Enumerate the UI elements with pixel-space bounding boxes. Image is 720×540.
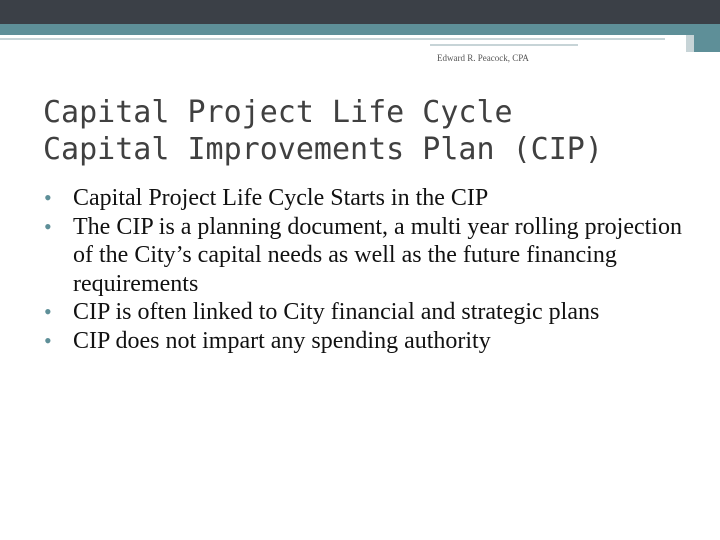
bullet-text: Capital Project Life Cycle Starts in the CIP bbox=[73, 185, 489, 211]
header-note-underline bbox=[430, 44, 578, 46]
header-divider-line bbox=[0, 38, 665, 40]
bullet-icon: • bbox=[44, 327, 52, 353]
header-note: Edward R. Peacock, CPA bbox=[437, 53, 529, 63]
bullet-icon: • bbox=[44, 185, 52, 210]
bullet-list bbox=[44, 184, 684, 355]
bullet-text: CIP does not impart any spending authority bbox=[73, 327, 491, 354]
bullet-item bbox=[44, 184, 684, 213]
corner-notch bbox=[686, 35, 694, 52]
bullet-text: CIP is often linked to City financial and strategic plans bbox=[73, 299, 600, 325]
bullet-item bbox=[44, 213, 684, 299]
corner-dark-block bbox=[694, 0, 720, 24]
bullet-text: The CIP is a planning document, a multi year rolling projection of the City’s capital needs as well as the future financing requirements bbox=[73, 213, 682, 297]
bullet-icon: • bbox=[44, 299, 52, 324]
title-line-1: Capital Project Life Cycle bbox=[43, 95, 513, 130]
top-dark-band bbox=[0, 0, 720, 24]
title-line-2: Capital Improvements Plan (CIP) bbox=[43, 132, 603, 167]
bullet-item bbox=[44, 298, 684, 327]
bullet-icon: • bbox=[44, 213, 52, 239]
slide-title bbox=[43, 94, 683, 168]
bullet-item bbox=[44, 327, 684, 356]
top-accent-band bbox=[0, 24, 720, 35]
